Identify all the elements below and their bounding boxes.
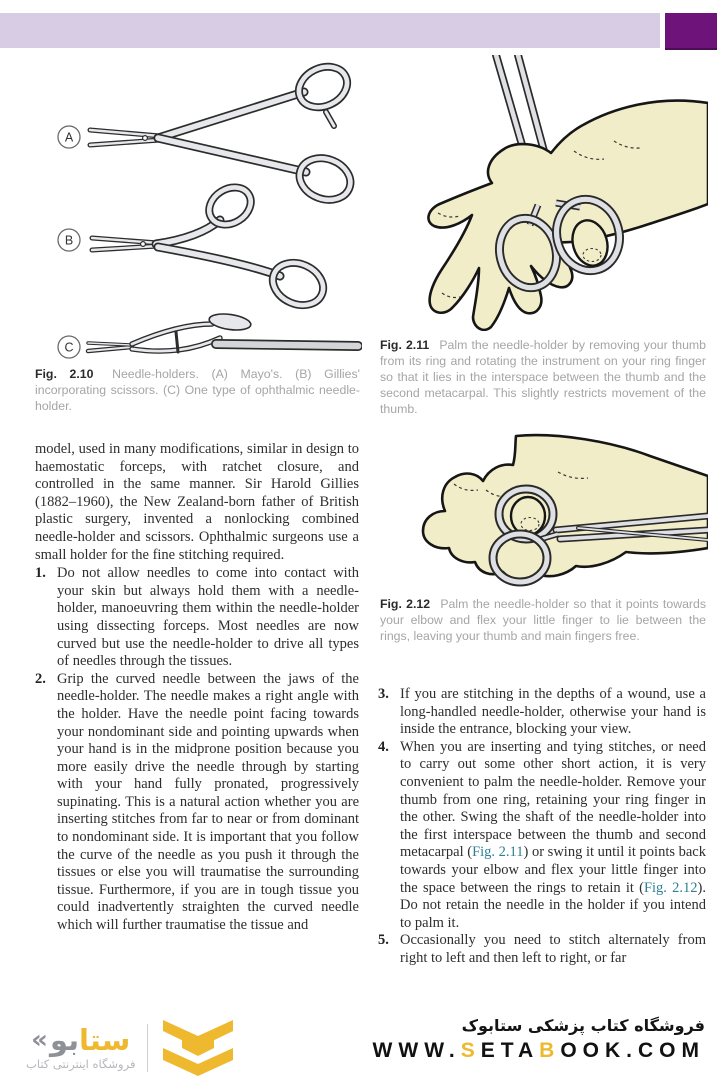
list-item-5-number: 5. <box>378 932 389 949</box>
store-title: فروشگاه کتاب پزشکی ستابوک <box>461 1016 705 1035</box>
logo-wordmark <box>31 1025 130 1055</box>
hand-shape <box>428 101 708 330</box>
url-post: OOK.COM <box>560 1039 705 1062</box>
fig-2-12-caption-label: Fig. 2.12 <box>380 597 431 611</box>
mayos-needle-holder <box>90 60 356 207</box>
fig-2-10-caption-label: Fig. 2.10 <box>35 367 94 381</box>
list-item-5-text: Occasionally you need to stitch alternately from right to left and then left to right, or far <box>400 932 706 966</box>
fig-2-10-caption <box>35 366 360 414</box>
hand-shape <box>423 435 708 579</box>
label-c: C <box>64 340 74 355</box>
url-mid1: ETA <box>480 1039 540 1062</box>
needle-holders-drawing <box>28 60 362 360</box>
fig-2-11-link[interactable]: Fig. 2.11 <box>472 844 524 861</box>
setabook-logo[interactable] <box>26 1020 236 1076</box>
url-b-accent: B <box>539 1039 561 1062</box>
list-item-4-part1: When you are inserting and tying stitches, or need to carry out some other short action, it is very convenient to palm the needle-holder. Remove your thumb from one ring, retaining your ring finger in the other. Swing the shaft of the needle-holder into the first interspace between the thumb and second metacarpal ( <box>400 738 706 861</box>
list-item-2 <box>35 671 359 935</box>
fig-2-12-link[interactable]: Fig. 2.12 <box>643 879 698 896</box>
fig-2-12-caption <box>380 596 706 644</box>
header-lavender-bar <box>0 13 660 48</box>
list-item-1-number: 1. <box>35 565 46 582</box>
gillies-needle-holder <box>92 180 330 313</box>
fig-2-12-illustration <box>378 432 708 593</box>
palmed-needle-holder-drawing-1 <box>378 55 708 331</box>
ophthalmic-needle-holder <box>88 312 358 352</box>
intro-paragraph: model, used in many modifications, similar in design to haemostatic forceps, with ratchet closure, and controlled in the same manner. Sir Harold Gillies (1882–1960), the New Zealand-born father of British plastic surgery, invented a nonlocking combined needle-holder and scissors. Ophthalmic surgeons use a small holder for the fine stitching required. <box>35 441 359 563</box>
url-s-accent: S <box>460 1039 481 1062</box>
list-item-1-text: Do not allow needles to come into contact with your skin but always hold them with a needle-holder, manoeuvring them within the needle-holder using dissecting forceps. Most needles are now curved but use the needle-holder to drive all types of needles through the tissues. <box>57 565 359 670</box>
chevron-emblem-icon <box>160 1020 236 1076</box>
list-item-3-number: 3. <box>378 686 389 702</box>
logo-divider <box>147 1024 148 1072</box>
logo-tagline: فروشگاه اینترنتی کتاب <box>26 1057 136 1071</box>
logo-wordmark-yellow: ستا <box>79 1023 131 1057</box>
list-item-1 <box>35 565 359 671</box>
logo-wordmark-block <box>26 1025 135 1071</box>
palmed-needle-holder-drawing-2 <box>378 432 708 588</box>
list-item-2-text: Grip the curved needle between the jaws of the needle-holder. The needle makes a right angle with the holder. Have the needle point facing towards your nondominant side and pointing upwards when your hand is in the midprone position because you more easily drive the needle through by starting with your hand fully pronated, progressively supinating. This is a natural action whether you are inserting stitches from far to near or from dominant to nondominant side. It is important that you follow the curve of the needle as you push it through the tissues or else you will traumatise the surrounding tissue. Furthermore, if you are in tough tissue you could inadvertently straighten the curved needle which will further traumatise the tissue and <box>57 670 359 934</box>
list-item-2-number: 2. <box>35 670 46 687</box>
site-url[interactable] <box>373 1039 705 1063</box>
list-item-3 <box>378 686 706 739</box>
list-item-4 <box>378 739 706 933</box>
footer <box>0 1014 717 1080</box>
fig-2-11-caption <box>380 337 706 417</box>
logo-wordmark-gray: بو <box>49 1023 80 1057</box>
fig-2-11-caption-text: Palm the needle-holder by removing your thumb from its ring and rotating the instrument on your ring finger so that it lies in the interspace between the thumb and the second metacarpal. This slightly restricts movement of the thumb. <box>380 338 707 416</box>
list-item-3-text: If you are stitching in the depths of a wound, use a long-handled needle-holder, otherwise your hand is inside the entrance, blocking your view. <box>400 686 706 738</box>
fig-2-11-illustration <box>378 55 708 336</box>
footer-right-block <box>373 1016 705 1063</box>
list-item-4-text <box>400 739 706 933</box>
logo-kaf-glyph: « <box>31 1025 48 1055</box>
fig-2-11-caption-label: Fig. 2.11 <box>380 338 430 352</box>
left-text-column <box>35 441 359 1013</box>
label-b: B <box>64 233 74 248</box>
list-item-4-number: 4. <box>378 738 389 755</box>
list-item-4-part2: ) or swing it until it points back towards your elbow and flex your little finger into the space between the rings to retain it ( <box>400 844 706 896</box>
fig-2-12-caption-text: Palm the needle-holder so that it points towards your elbow and flex your little finger to lie between the rings, leaving your thumb and main fingers free. <box>380 597 706 643</box>
fig-2-10-illustration <box>28 60 362 365</box>
header-purple-square <box>665 13 717 50</box>
figure-letter-labels <box>58 126 80 358</box>
label-a: A <box>64 130 74 145</box>
url-pre: WWW. <box>372 1039 461 1062</box>
right-text-column <box>378 686 706 1013</box>
page-bottom-fade <box>0 972 717 1016</box>
list-item-5 <box>378 932 706 967</box>
fingertip-through-ring <box>511 497 545 535</box>
fig-2-10-caption-text: Needle-holders. (A) Mayo's. (B) Gillies' incorporating scissors. (C) One type of ophthalmic needle-holder. <box>35 367 360 413</box>
list-item-4-part3: ). Do not retain the needle in the holder if you intend to palm it. <box>400 879 706 931</box>
